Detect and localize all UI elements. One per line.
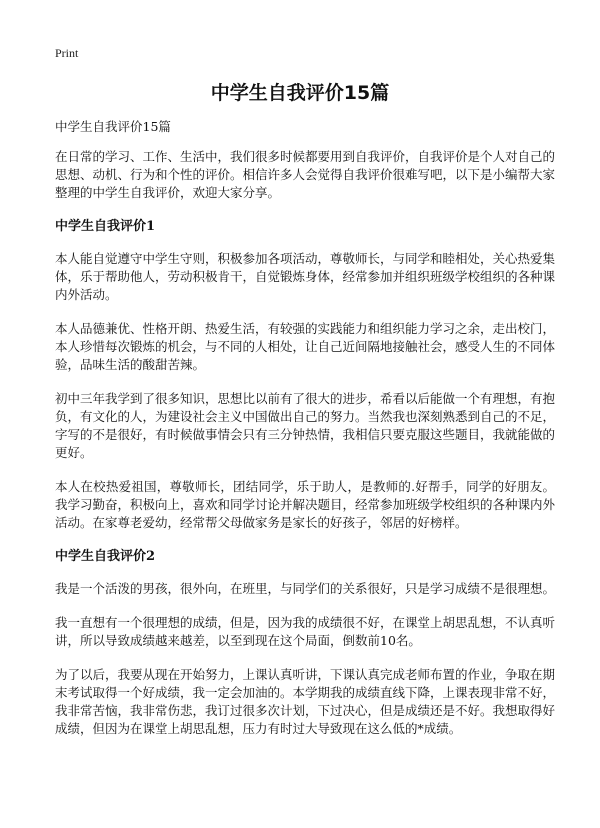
document-body	[55, 118, 555, 754]
section-heading-1: 中学生自我评价1	[55, 219, 156, 234]
document-subtitle: 中学生自我评价15篇	[55, 119, 171, 134]
section-heading-2: 中学生自我评价2	[55, 549, 156, 564]
paragraph: 我是一个活泼的男孩，很外向，在班里，与同学们的关系很好，只是学习成绩不是很理想。	[55, 581, 556, 596]
paragraph: 本人能自觉遵守中学生守则，积极参加各项活动，尊敬师长，与同学和睦相处，关心热爱集体，乐于帮助他人，劳动积极肯干，自觉锻炼身体，经常参加并组织班级学校组织的各种课内外活动。	[55, 251, 556, 302]
page-title: 中学生自我评价15篇	[210, 82, 390, 104]
paragraph: 初中三年我学到了很多知识，思想比以前有了很大的进步，希看以后能做一个有理想，有抱负，有文化的人，为建设社会主义中国做出自己的努力。当然我也深刻熟悉到自己的不足，字写的不是很好，有时候做事情会只有三分钟热情，我相信只要克服这些题目，我就能做的更好。	[55, 391, 556, 460]
paragraph: 本人品德兼优、性格开朗、热爱生活，有较强的实践能力和组织能力学习之余，走出校门，本人珍惜每次锻炼的机会，与不同的人相处，让自己近间隔地接触社会，感受人生的不同体验，品味生活的酸甜苦辣。	[55, 321, 556, 372]
print-link[interactable]: Print	[55, 46, 79, 60]
paragraph: 为了以后，我要从现在开始努力，上课认真听讲，下课认真完成老师布置的作业，争取在期末考试取得一个好成绩，我一定会加油的。本学期我的成绩直线下降，上课表现非常不好，我非常苦恼，我非常伤悲，我订过很多次计划，下过决心，但是成绩还是不好。我想取得好成绩，但因为在课堂上胡思乱想，压力有时过大导致现在这么低的*成绩。	[55, 667, 556, 736]
intro-paragraph: 在日常的学习、工作、生活中，我们很多时候都要用到自我评价，自我评价是个人对自己的思想、动机、行为和个性的评价。相信许多人会觉得自我评价很难写吧，以下是小编帮大家整理的中学生自我评价，欢迎大家分享。	[55, 149, 556, 200]
paragraph: 我一直想有一个很理想的成绩，但是，因为我的成绩很不好，在课堂上胡思乱想，不认真听讲，所以导致成绩越来越差，以至到现在这个局面，倒数前10名。	[55, 615, 556, 648]
paragraph: 本人在校热爱祖国，尊敬师长，团结同学，乐于助人，是教师的.好帮手，同学的好朋友。我学习勤奋，积极向上，喜欢和同学讨论并解决题目，经常参加班级学校组织的各种课内外活动。在家尊老爱幼，经常帮父母做家务是家长的好孩子，邻居的好榜样。	[55, 479, 556, 530]
